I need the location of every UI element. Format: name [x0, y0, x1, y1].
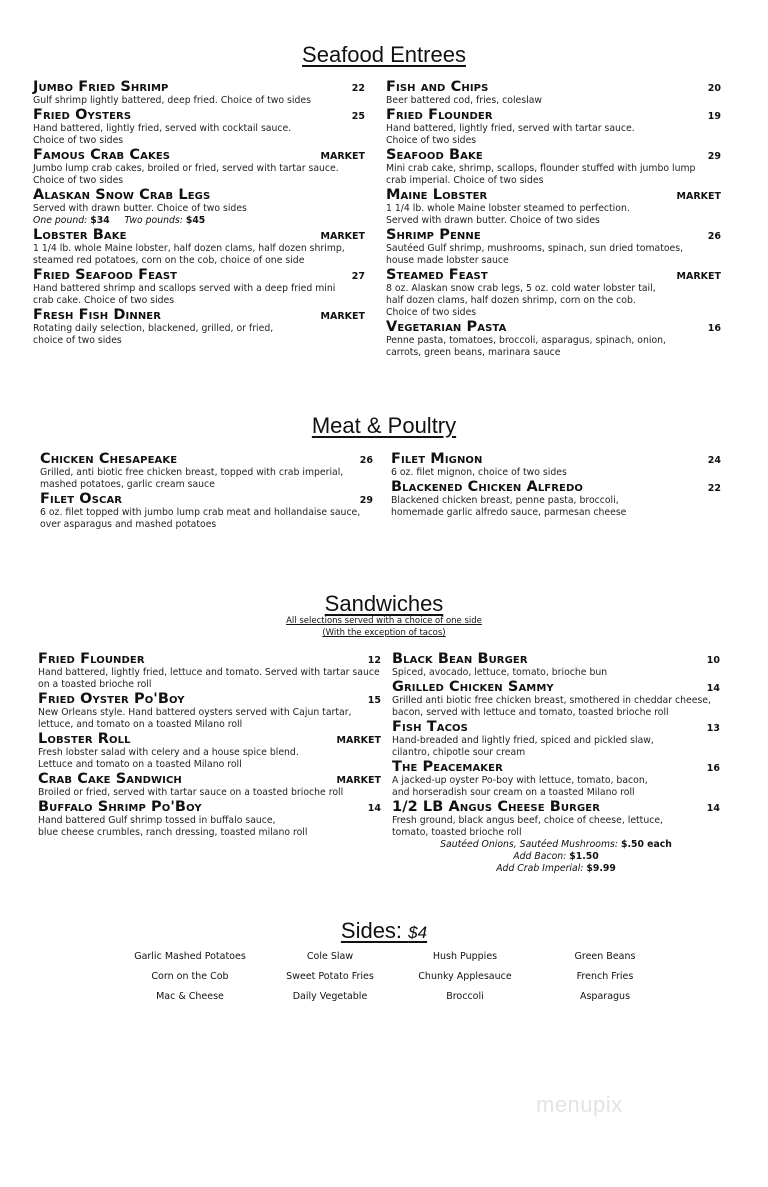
addon-price: $9.99 [586, 863, 616, 874]
sandwiches-subtitle-1: All selections served with a choice of one side [286, 616, 482, 626]
item-header [392, 799, 720, 815]
item-name: Fried Flounder [38, 651, 145, 667]
menu-item [33, 79, 365, 107]
item-header [386, 319, 721, 335]
item-header [391, 451, 721, 467]
item-price: 29 [707, 151, 721, 162]
sides-title: Sides: [340, 918, 403, 943]
seafood-left-column [33, 79, 365, 347]
item-description: lettuce, and tomato on a toasted Milano roll [38, 719, 243, 730]
meat-left-column [40, 451, 373, 531]
item-price: MARKET [676, 191, 721, 202]
item-description: crab cake. Choice of two sides [33, 295, 175, 306]
item-price: MARKET [336, 775, 381, 786]
item-header [386, 227, 721, 243]
item-name: Filet Mignon [391, 451, 483, 467]
item-price: 25 [351, 111, 365, 122]
item-description: Gulf shrimp lightly battered, deep fried. Choice of two sides [33, 95, 311, 106]
item-description: Hand battered Gulf shrimp tossed in buffalo sauce, [38, 815, 276, 826]
item-description: tomato, toasted brioche roll [392, 827, 522, 838]
option-price: $45 [185, 215, 206, 226]
sandwiches-title: Sandwiches [324, 591, 444, 616]
item-name: Buffalo Shrimp Po'Boy [38, 799, 202, 815]
item-name: Fried Oysters [33, 107, 132, 123]
addon-price: $.50 each [620, 839, 672, 850]
menu-item [392, 759, 720, 799]
menu-item [33, 267, 365, 307]
menu-item [33, 147, 365, 187]
item-name: Chicken Chesapeake [40, 451, 178, 467]
item-header [38, 651, 381, 667]
item-price: MARKET [320, 311, 365, 322]
menu-item [40, 491, 373, 531]
item-description: Choice of two sides [386, 135, 477, 146]
addon-label: Add Bacon: [513, 851, 567, 862]
item-description: 1 1/4 lb. whole Maine lobster steamed to perfection. [386, 203, 630, 214]
item-name: Fried Seafood Feast [33, 267, 178, 283]
menu-item [38, 771, 381, 799]
item-name: Steamed Feast [386, 267, 488, 283]
menu-item [386, 227, 721, 267]
item-description: homemade garlic alfredo sauce, parmesan cheese [391, 507, 627, 518]
item-name: Fried Oyster Po'Boy [38, 691, 185, 707]
item-header [33, 227, 365, 243]
side-item: French Fries [576, 971, 634, 982]
item-name: Fish and Chips [386, 79, 489, 95]
item-header [33, 267, 365, 283]
menu-item [392, 679, 720, 719]
item-description: house made lobster sauce [386, 255, 509, 266]
item-price: 13 [706, 723, 720, 734]
item-price: 14 [706, 803, 720, 814]
menu-item [386, 319, 721, 359]
item-description: Rotating daily selection, blackened, grilled, or fried, [33, 323, 274, 334]
item-price: 12 [367, 655, 381, 666]
item-description: Spiced, avocado, lettuce, tomato, brioche bun [392, 667, 608, 678]
menu-item [33, 187, 365, 227]
item-price: 26 [359, 455, 373, 466]
item-price: MARKET [676, 271, 721, 282]
item-price: 14 [367, 803, 381, 814]
menu-item [386, 107, 721, 147]
item-header [392, 651, 720, 667]
side-item: Cole Slaw [306, 951, 354, 962]
item-description: Mini crab cake, shrimp, scallops, flounder stuffed with jumbo lump [386, 163, 696, 174]
side-item: Hush Puppies [432, 951, 498, 962]
item-description: cilantro, chipotle sour cream [392, 747, 526, 758]
sides-title-row [0, 918, 768, 944]
item-name: Lobster Roll [38, 731, 131, 747]
item-header [38, 771, 381, 787]
item-description: carrots, green beans, marinara sauce [386, 347, 561, 358]
item-name: Blackened Chicken Alfredo [391, 479, 583, 495]
item-description: Beer battered cod, fries, coleslaw [386, 95, 542, 106]
item-name: Fried Flounder [386, 107, 493, 123]
item-description: and horseradish sour cream on a toasted Milano roll [392, 787, 635, 798]
sandwiches-left-column [38, 651, 381, 839]
item-header [33, 187, 365, 203]
item-price: 16 [706, 763, 720, 774]
item-description: 6 oz. filet mignon, choice of two sides [391, 467, 567, 478]
item-description: Fresh lobster salad with celery and a house spice blend. [38, 747, 299, 758]
addon [392, 839, 720, 851]
seafood-title: Seafood Entrees [302, 42, 466, 67]
side-item: Green Beans [574, 951, 636, 962]
sides-price: $4 [408, 923, 428, 942]
item-description: Hand battered shrimp and scallops served with a deep fried mini [33, 283, 336, 294]
item-name: Grilled Chicken Sammy [392, 679, 554, 695]
item-price: 22 [707, 483, 721, 494]
item-name: Crab Cake Sandwich [38, 771, 182, 787]
item-header [392, 759, 720, 775]
item-header [386, 267, 721, 283]
item-header [392, 719, 720, 735]
side-item: Sweet Potato Fries [286, 971, 374, 982]
item-price: MARKET [320, 151, 365, 162]
price-options [33, 215, 365, 227]
item-header [386, 187, 721, 203]
item-description: blue cheese crumbles, ranch dressing, toasted milano roll [38, 827, 308, 838]
item-price: MARKET [336, 735, 381, 746]
menu-item [38, 691, 381, 731]
addon [392, 863, 720, 875]
item-name: The Peacemaker [392, 759, 503, 775]
sides-grid [110, 950, 670, 1004]
item-header [386, 79, 721, 95]
item-name: Vegetarian Pasta [386, 319, 507, 335]
item-description: Jumbo lump crab cakes, broiled or fried, served with tartar sauce. [33, 163, 339, 174]
meat-title: Meat & Poultry [311, 413, 457, 438]
item-name: Jumbo Fried Shrimp [33, 79, 169, 95]
item-name: 1/2 LB Angus Cheese Burger [392, 799, 600, 815]
item-header [33, 107, 365, 123]
item-description: mashed potatoes, garlic cream sauce [40, 479, 215, 490]
item-name: Lobster Bake [33, 227, 127, 243]
item-description: Blackened chicken breast, penne pasta, broccoli, [391, 495, 619, 506]
item-price: 16 [707, 323, 721, 334]
item-price: 14 [706, 683, 720, 694]
item-price: MARKET [320, 231, 365, 242]
item-description: on a toasted brioche roll [38, 679, 152, 690]
item-header [33, 147, 365, 163]
item-description: 6 oz. filet topped with jumbo lump crab meat and hollandaise sauce, [40, 507, 361, 518]
menu-item [33, 307, 365, 347]
item-header [40, 491, 373, 507]
item-header [386, 147, 721, 163]
item-header [33, 307, 365, 323]
item-description: Penne pasta, tomatoes, broccoli, asparagus, spinach, onion, [386, 335, 666, 346]
addon-price: $1.50 [569, 851, 599, 862]
menu-item [392, 651, 720, 679]
seafood-right-column [386, 79, 721, 359]
menu-item [386, 79, 721, 107]
item-description: 8 oz. Alaskan snow crab legs, 5 oz. cold water lobster tail, [386, 283, 656, 294]
item-price: 24 [707, 455, 721, 466]
item-price: 15 [367, 695, 381, 706]
side-item: Corn on the Cob [151, 971, 229, 982]
meat-right-column [391, 451, 721, 519]
item-price: 29 [359, 495, 373, 506]
item-name: Fresh Fish Dinner [33, 307, 162, 323]
menu-item [391, 479, 721, 519]
item-price: 22 [351, 83, 365, 94]
sandwiches-subtitle-2: (With the exception of tacos) [322, 628, 446, 638]
menu-item [38, 651, 381, 691]
option-label: One pound: [33, 215, 88, 226]
item-description: crab imperial. Choice of two sides [386, 175, 544, 186]
sandwiches-right-column [392, 651, 720, 875]
item-description: Sautéed Gulf shrimp, mushrooms, spinach, sun dried tomatoes, [386, 243, 684, 254]
addon [392, 851, 720, 863]
item-description: choice of two sides [33, 335, 122, 346]
side-item: Asparagus [579, 991, 631, 1002]
option-label: Two pounds: [124, 215, 183, 226]
item-description: over asparagus and mashed potatoes [40, 519, 217, 530]
side-item: Daily Vegetable [292, 991, 368, 1002]
item-price: 10 [706, 655, 720, 666]
menu-item [38, 731, 381, 771]
item-description: half dozen clams, half dozen shrimp, corn on the cob. [386, 295, 636, 306]
option-price: $34 [90, 215, 110, 226]
item-description: Hand battered, lightly fried, lettuce and tomato. Served with tartar sauce [38, 667, 380, 678]
menu-item [386, 147, 721, 187]
menu-item [33, 227, 365, 267]
item-description: bacon, served with lettuce and tomato, toasted brioche roll [392, 707, 669, 718]
addon-label: Sautéed Onions, Sautéed Mushrooms: [440, 839, 618, 850]
item-price: 20 [707, 83, 721, 94]
item-header [392, 679, 720, 695]
item-name: Famous Crab Cakes [33, 147, 171, 163]
item-name: Seafood Bake [386, 147, 483, 163]
item-name: Filet Oscar [40, 491, 123, 507]
item-description: Choice of two sides [386, 307, 477, 318]
item-name: Maine Lobster [386, 187, 488, 203]
item-description: New Orleans style. Hand battered oysters served with Cajun tartar, [38, 707, 352, 718]
item-name: Alaskan Snow Crab Legs [33, 187, 211, 203]
item-header [38, 799, 381, 815]
item-price: 19 [707, 111, 721, 122]
item-description: Grilled, anti biotic free chicken breast, topped with crab imperial, [40, 467, 344, 478]
menu-item [38, 799, 381, 839]
side-item: Broccoli [446, 991, 484, 1002]
item-price: 27 [351, 271, 365, 282]
item-description: Choice of two sides [33, 175, 124, 186]
item-description: 1 1/4 lb. whole Maine lobster, half dozen clams, half dozen shrimp, [33, 243, 345, 254]
item-name: Fish Tacos [392, 719, 468, 735]
item-description: Broiled or fried, served with tartar sauce on a toasted brioche roll [38, 787, 344, 798]
item-description: Hand-breaded and lightly fried, spiced and pickled slaw, [392, 735, 654, 746]
item-price: 26 [707, 231, 721, 242]
menu-item [33, 107, 365, 147]
side-item: Garlic Mashed Potatoes [134, 951, 246, 962]
item-description: steamed red potatoes, corn on the cob, choice of one side [33, 255, 305, 266]
item-description: A jacked-up oyster Po-boy with lettuce, tomato, bacon, [392, 775, 648, 786]
addon-label: Add Crab Imperial: [496, 863, 584, 874]
side-item: Chunky Applesauce [418, 971, 512, 982]
menu-item [392, 799, 720, 875]
item-description: Served with drawn butter. Choice of two sides [386, 215, 600, 226]
item-description: Choice of two sides [33, 135, 124, 146]
item-name: Black Bean Burger [392, 651, 528, 667]
item-header [33, 79, 365, 95]
item-header [40, 451, 373, 467]
item-description: Fresh ground, black angus beef, choice of cheese, lettuce, [392, 815, 664, 826]
item-description: Grilled anti biotic free chicken breast, smothered in cheddar cheese, [392, 695, 711, 706]
menu-item [40, 451, 373, 491]
item-header [38, 731, 381, 747]
watermark: menupix [536, 1092, 623, 1117]
item-header [386, 107, 721, 123]
menu-item [392, 719, 720, 759]
menu-item [391, 451, 721, 479]
menu-item [386, 267, 721, 319]
item-description: Hand battered, lightly fried, served with cocktail sauce. [33, 123, 292, 134]
menu-item [386, 187, 721, 227]
item-header [38, 691, 381, 707]
item-description: Lettuce and tomato on a toasted Milano roll [38, 759, 242, 770]
item-description: Hand battered, lightly fried, served with tartar sauce. [386, 123, 635, 134]
item-name: Shrimp Penne [386, 227, 481, 243]
item-description: Served with drawn butter. Choice of two sides [33, 203, 247, 214]
side-item: Mac & Cheese [156, 991, 224, 1002]
item-header [391, 479, 721, 495]
